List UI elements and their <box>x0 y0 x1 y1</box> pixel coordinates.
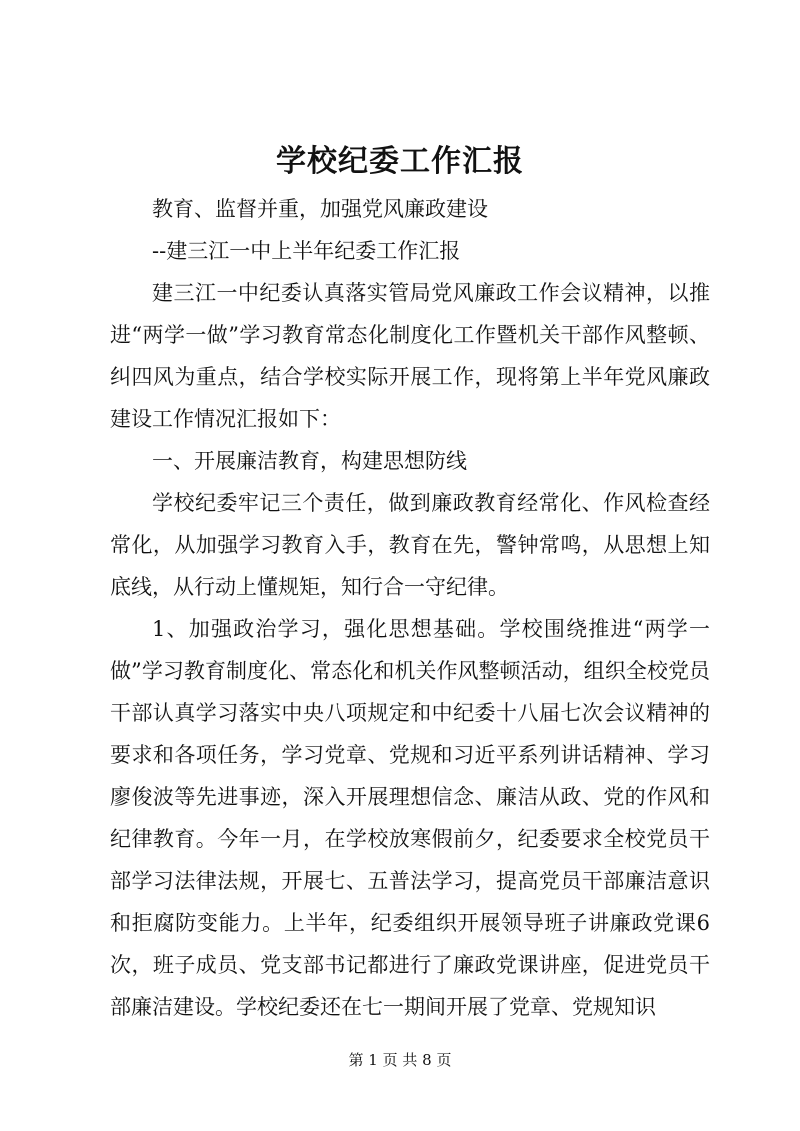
body-paragraph: 学校纪委牢记三个责任，做到廉政教育经常化、作风检查经常化，从加强学习教育入手，教育在先，警钟常鸣，从思想上知底线，从行动上懂规矩，知行合一守纪律。 <box>110 491 710 599</box>
body-paragraph: 建三江一中纪委认真落实管局党风廉政工作会议精神，以推进“两学一做”学习教育常态化制度化工作暨机关干部作风整顿、纠四风为重点，结合学校实际开展工作，现将第上半年党风廉政建设工作情况汇报如下： <box>110 281 710 431</box>
document-title: 学校纪委工作汇报 <box>276 144 524 179</box>
subtitle-line: 教育、监督并重，加强党风廉政建设 <box>152 197 488 221</box>
document-body <box>110 188 710 1028</box>
body-paragraph: 1、加强政治学习，强化思想基础。学校围绕推进“两学一做”学习教育制度化、常态化和机关作风整顿活动，组织全校党员干部认真学习落实中央八项规定和中纪委十八届七次会议精神的要求和各项任务，学习党章、党规和习近平系列讲话精神、学习廖俊波等先进事迹，深入开展理想信念、廉洁从政、党的作风和纪律教育。今年一月，在学校放寒假前夕，纪委要求全校党员干部学习法律法规，开展七、五普法学习，提高党员干部廉洁意识和拒腐防变能力。上半年，纪委组织开展领导班子讲廉政党课6次，班子成员、党支部书记都进行了廉政党课讲座，促进党员干部廉洁建设。学校纪委还在七一期间开展了党章、党规知识 <box>110 617 710 1019</box>
subtitle-line: --建三江一中上半年纪委工作汇报 <box>152 239 461 263</box>
section-heading: 一、开展廉洁教育，构建思想防线 <box>152 449 467 473</box>
page-number-footer: 第 1 页 共 8 页 <box>348 1051 452 1069</box>
